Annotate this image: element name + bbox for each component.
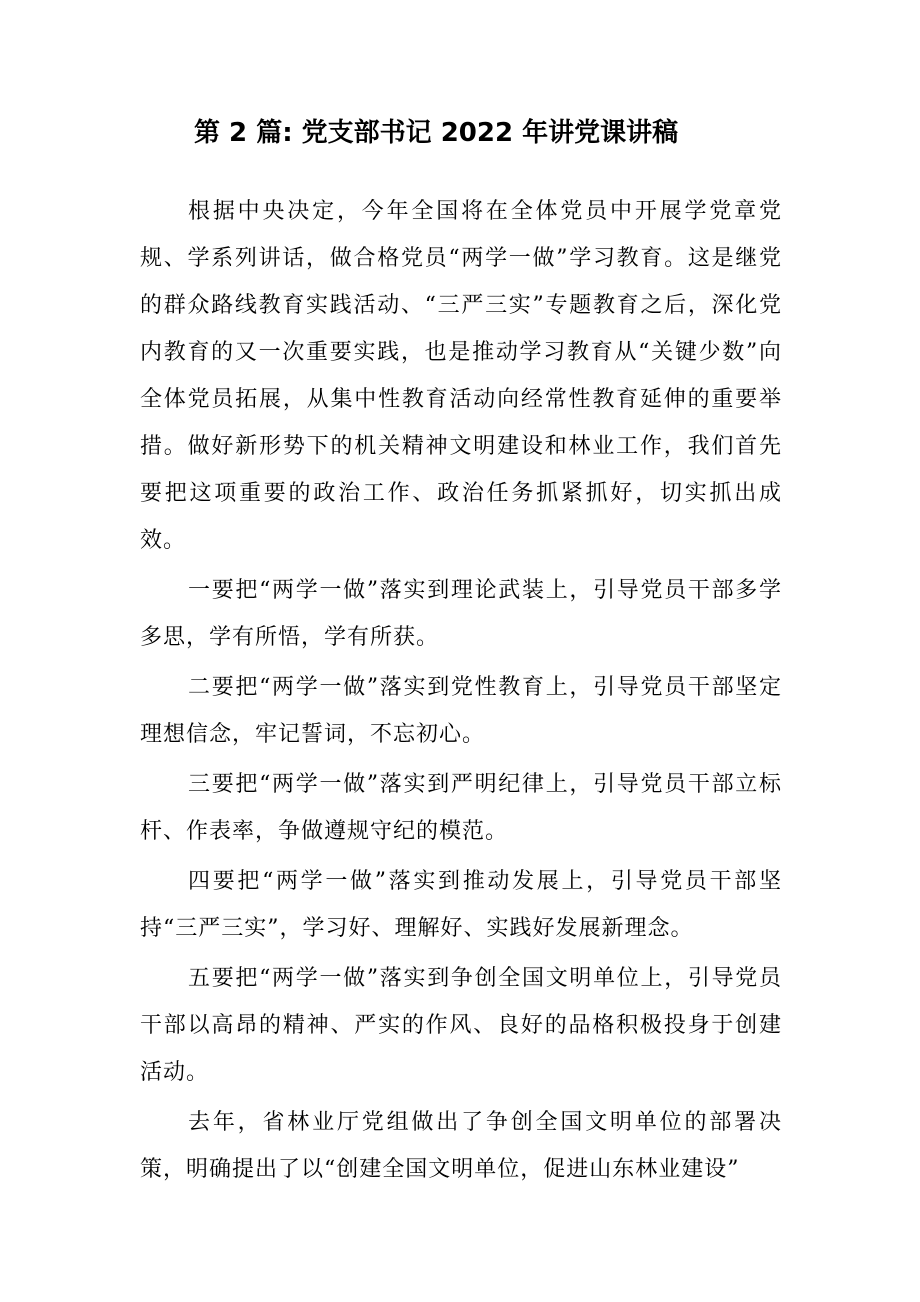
paragraph-point-3: 三要把“两学一做”落实到严明纪律上，引导党员干部立标杆、作表率，争做遵规守纪的模范。 <box>140 772 782 844</box>
document-body <box>140 188 782 1196</box>
paragraph-point-2: 二要把“两学一做”落实到党性教育上，引导党员干部坚定理想信念，牢记誓词，不忘初心。 <box>140 675 782 747</box>
document-title: 第 2 篇: 党支部书记 2022 年讲党课讲稿 <box>194 118 679 148</box>
paragraph-intro: 根据中央决定，今年全国将在全体党员中开展学党章党规、学系列讲话，做合格党员“两学一做”学习教育。这是继党的群众路线教育实践活动、“三严三实”专题教育之后，深化党内教育的又一次重要实践，也是推动学习教育从“关键少数”向全体党员拓展，从集中性教育活动向经常性教育延伸的重要举措。做好新形势下的机关精神文明建设和林业工作，我们首先要把这项重要的政治工作、政治任务抓紧抓好，切实抓出成效。 <box>140 199 782 553</box>
paragraph-point-1: 一要把“两学一做”落实到理论武装上，引导党员干部多学多思，学有所悟，学有所获。 <box>140 578 782 650</box>
paragraph-point-4: 四要把“两学一做”落实到推动发展上，引导党员干部坚持“三严三实”，学习好、理解好、实践好发展新理念。 <box>140 869 782 941</box>
paragraph-last-year: 去年，省林业厅党组做出了争创全国文明单位的部署决策，明确提出了以“创建全国文明单位，促进山东林业建设” <box>140 1110 782 1182</box>
paragraph-point-5: 五要把“两学一做”落实到争创全国文明单位上，引导党员干部以高昂的精神、严实的作风、良好的品格积极投身于创建活动。 <box>140 966 782 1085</box>
